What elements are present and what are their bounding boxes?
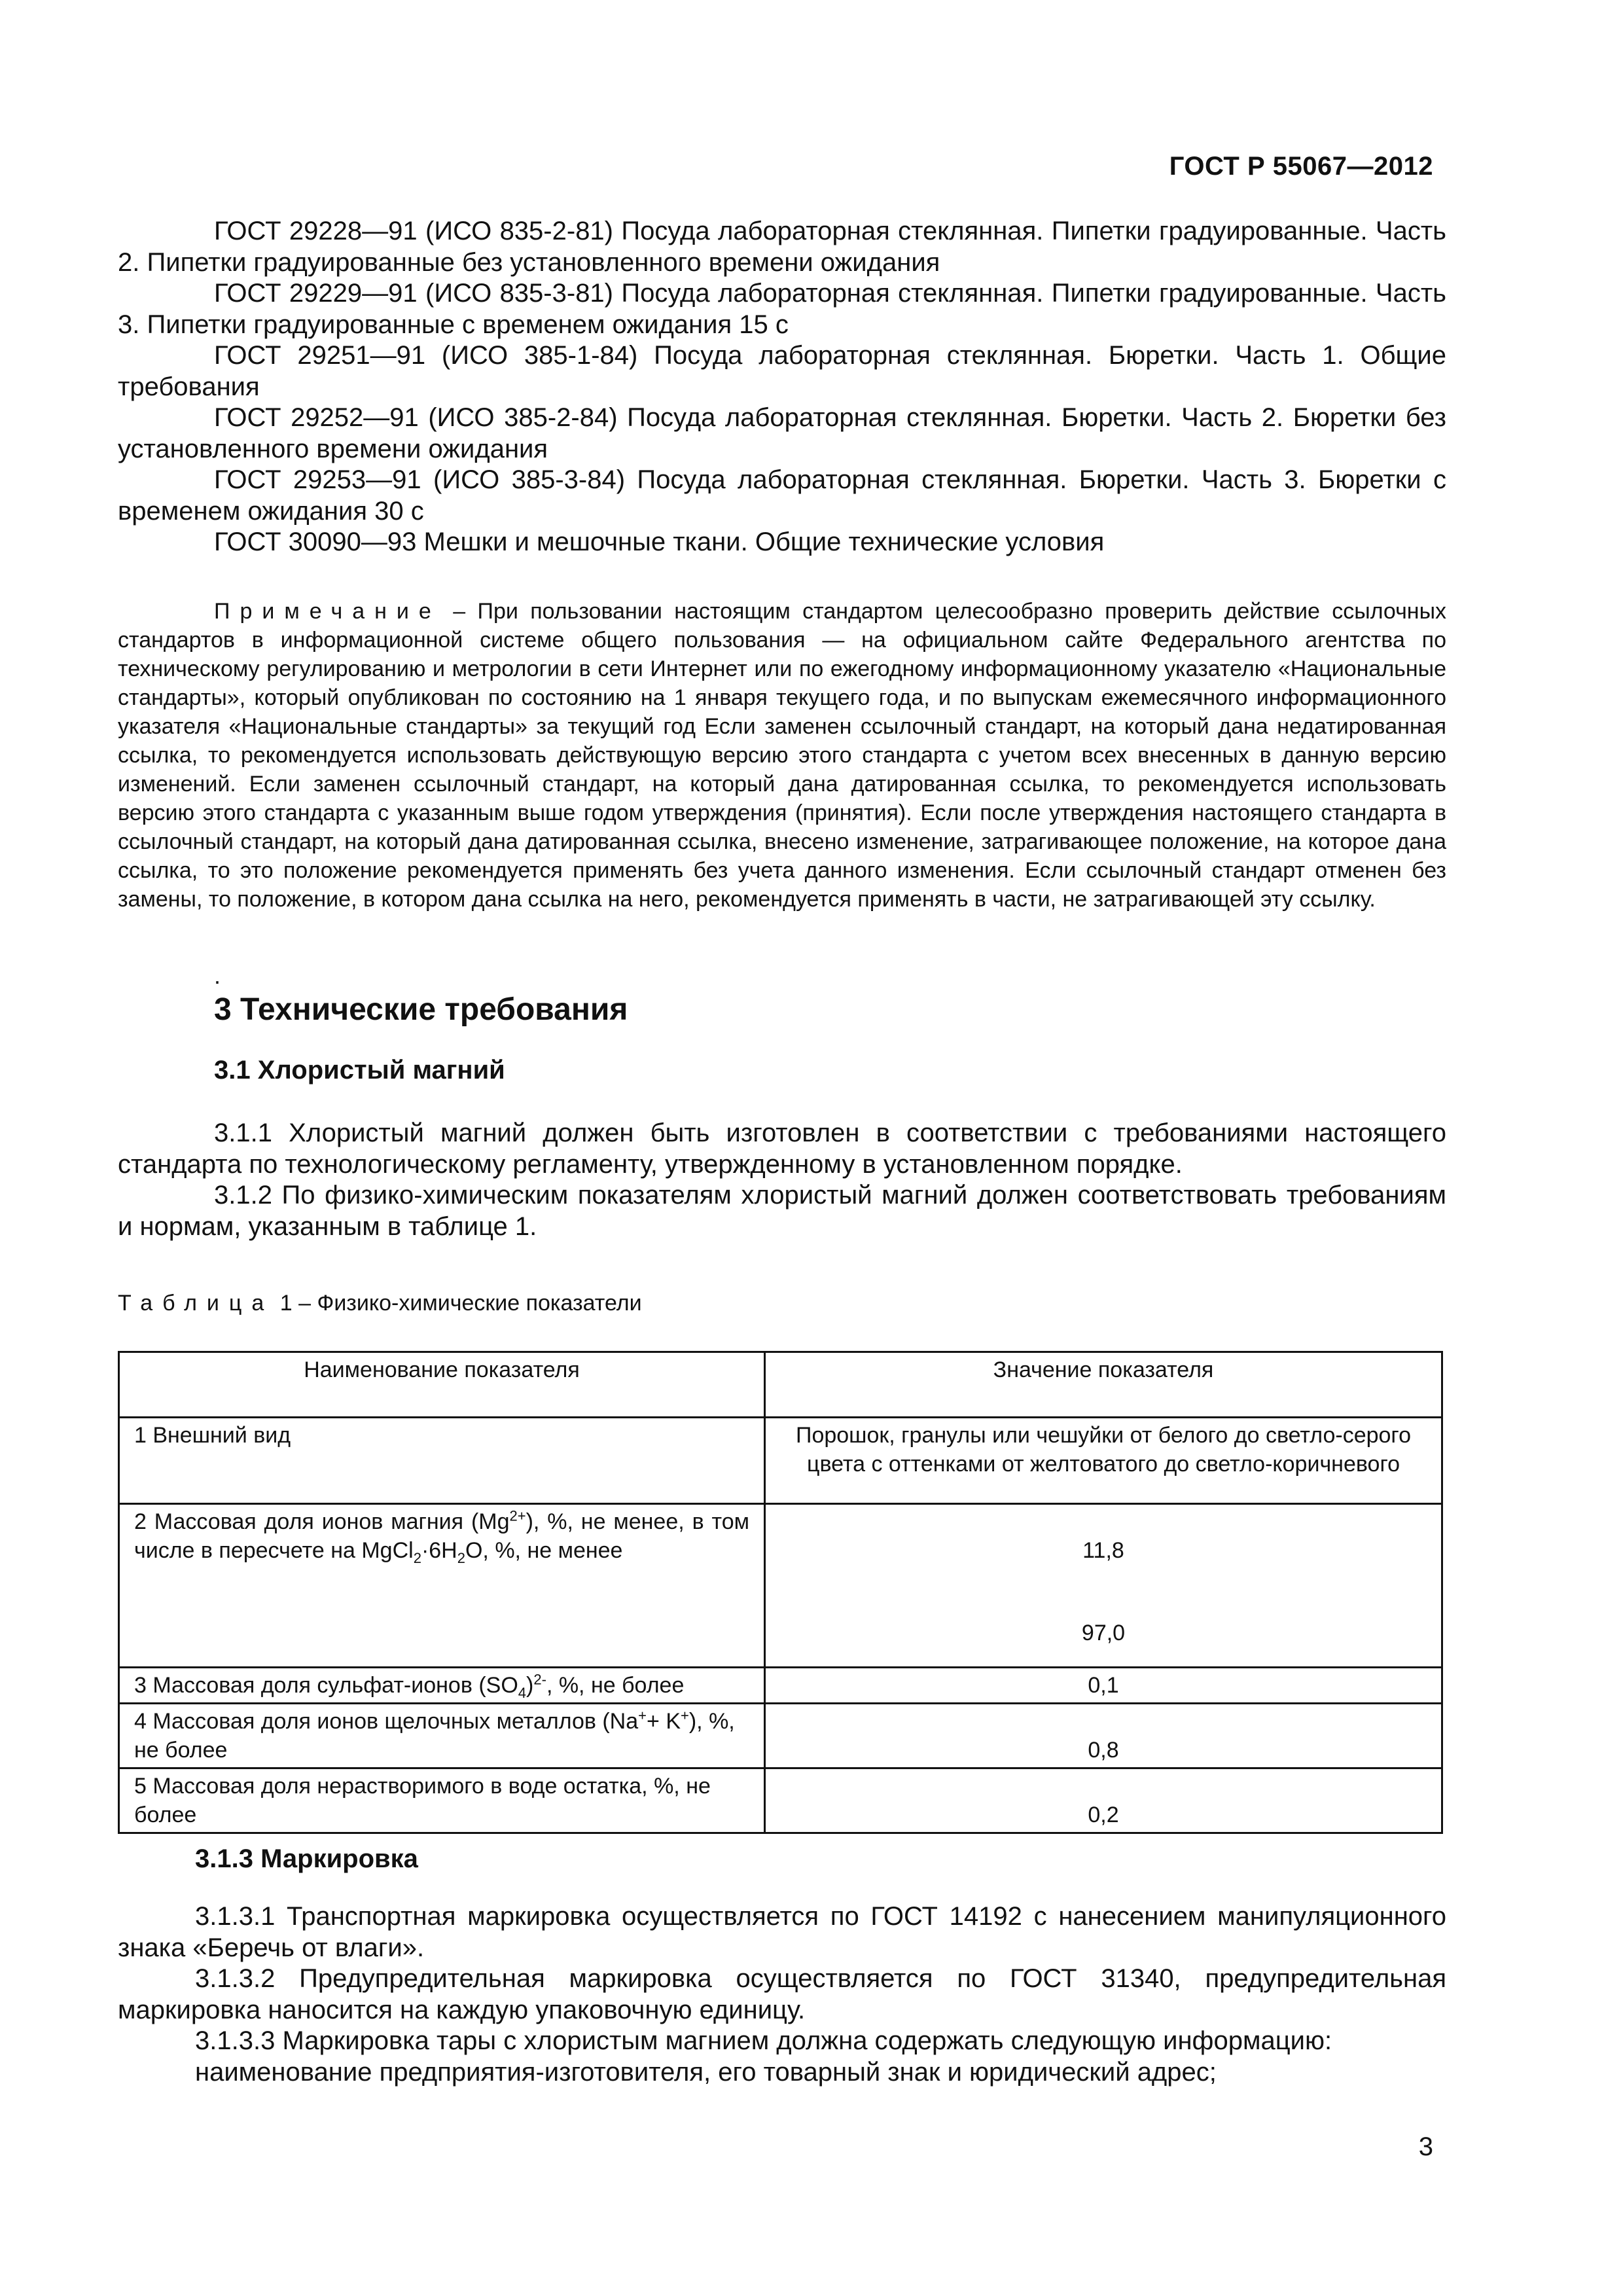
note-block [118, 597, 1446, 914]
subsection-heading: 3.1.3 Маркировка [195, 1844, 418, 1873]
paragraph: 3.1.3.2 Предупредительная маркировка осуществляется по ГОСТ 31340, предупредительная маркировка наносится на каждую упаковочную единицу. [118, 1964, 1446, 2024]
table-cell: 4 Массовая доля ионов щелочных металлов (Na++ K+), %, не более [119, 1704, 765, 1768]
table-cell [765, 1504, 1442, 1668]
note-text: При пользовании настоящим стандартом целесообразно проверить действие ссылочных стандартов в информационной системе общего пользования — на официальном сайте Федерального агентства по техническому регулированию и метрологии в сети Интернет или по ежегодному информационному указателю «Национальные стандарты», который опубликован по состоянию на 1 января текущего года, и по выпускам ежемесячного информационного указателя «Национальные стандарты» за текущий год Если заменен ссылочный стандарт, на который дана недатированная ссылка, то рекомендуется использовать действующую версию этого стандарта с учетом всех внесенных в данную версию изменений. Если заменен ссылочный стандарт, на который дана датированная ссылка, то рекомендуется использовать версию этого стандарта с указанным выше годом утверждения (принятия). Если после утверждения настоящего стандарта в ссылочный стандарт, на который дана датированная ссылка, внесено изменение, затрагивающее положение, на которое дана ссылка, то это положение рекомендуется применять без учета данного изменения. Если ссылочный стандарт отменен без замены, то положение, в котором дана ссылка на него, рекомендуется применять в части, не затрагивающей эту ссылку. [118, 599, 1447, 912]
document-header: ГОСТ Р 55067—2012 [1169, 152, 1433, 181]
paragraph: 3.1.3.1 Транспортная маркировка осуществляется по ГОСТ 14192 с нанесением манипуляционного знака «Беречь от влаги». [118, 1902, 1446, 1962]
note-dash: – [440, 599, 478, 624]
paragraph: 3.1.1 Хлористый магний должен быть изготовлен в соответствии с требованиями настоящего стандарта по технологическому регламенту, утвержденному в установленном порядке. [118, 1119, 1446, 1179]
paragraph: наименование предприятия-изготовителя, его товарный знак и юридический адрес; [195, 2057, 1217, 2087]
page-number: 3 [1418, 2132, 1433, 2161]
reference-item: ГОСТ 29252—91 (ИСО 385-2-84) Посуда лабораторная стеклянная. Бюретки. Часть 2. Бюретки без установленного времени ожидания [118, 403, 1446, 463]
table-cell: 0,8 [765, 1704, 1442, 1768]
table-caption-text: 1 – Физико-химические показатели [274, 1291, 642, 1316]
paragraph-group [118, 1901, 1446, 2088]
section-heading: 3 Технические требования [214, 992, 628, 1027]
table-value: 97,0 [1081, 1621, 1126, 1645]
table-caption-label: Таблица [118, 1291, 274, 1316]
paragraph: 3.1.3.3 Маркировка тары с хлористым магнием должна содержать следующую информацию: [195, 2026, 1332, 2055]
table-cell: 3 Массовая доля сульфат-ионов $(SO_4)^{2-}$, %, не более [119, 1668, 765, 1704]
table-row [119, 1504, 1442, 1668]
table-cell: 2 Массовая доля ионов магния $(Mg^{2+})$, %, не менее, в том числе в пересчете на $MgCl_2\cdot 6H_2O$, %, не менее [119, 1504, 765, 1668]
table-cell: 0,2 [765, 1768, 1442, 1833]
table-row [119, 1768, 1442, 1833]
table-cell: 1 Внешний вид [119, 1418, 765, 1504]
reference-item: ГОСТ 29228—91 (ИСО 835-2-81) Посуда лабораторная стеклянная. Пипетки градуированные. Часть 2. Пипетки градуированные без установленного времени ожидания [118, 217, 1446, 277]
note-label: Примечание [214, 599, 441, 624]
table-row [119, 1704, 1442, 1768]
stray-dot: . [214, 962, 221, 989]
table-row [119, 1418, 1442, 1504]
subsection-heading: 3.1 Хлористый магний [214, 1056, 505, 1085]
paragraph-group [118, 1118, 1446, 1242]
reference-item: ГОСТ 29253—91 (ИСО 385-3-84) Посуда лабораторная стеклянная. Бюретки. Часть 3. Бюретки с временем ожидания 30 с [118, 465, 1446, 526]
column-header: Значение показателя [765, 1352, 1442, 1418]
table-cell: 0,1 [765, 1668, 1442, 1704]
normative-references-list [118, 216, 1446, 558]
table-header-row [119, 1352, 1442, 1418]
column-header: Наименование показателя [119, 1352, 765, 1418]
table-cell: 5 Массовая доля нерастворимого в воде остатка, %, не более [119, 1768, 765, 1833]
table-value: 11,8 [1082, 1538, 1124, 1563]
table-row [119, 1668, 1442, 1704]
table-caption [118, 1291, 642, 1316]
table-cell: Порошок, гранулы или чешуйки от белого до светло-серого цвета с оттенками от желтоватого до светло-коричневого [765, 1418, 1442, 1504]
reference-item: ГОСТ 29251—91 (ИСО 385-1-84) Посуда лабораторная стеклянная. Бюретки. Часть 1. Общие требования [118, 341, 1446, 401]
properties-table [118, 1351, 1443, 1834]
paragraph: 3.1.2 По физико-химическим показателям хлористый магний должен соответствовать требованиям и нормам, указанным в таблице 1. [118, 1181, 1446, 1241]
reference-item: ГОСТ 29229—91 (ИСО 835-3-81) Посуда лабораторная стеклянная. Пипетки градуированные. Часть 3. Пипетки градуированные с временем ожидания 15 с [118, 279, 1446, 339]
reference-item: ГОСТ 30090—93 Мешки и мешочные ткани. Общие технические условия [214, 528, 1105, 556]
